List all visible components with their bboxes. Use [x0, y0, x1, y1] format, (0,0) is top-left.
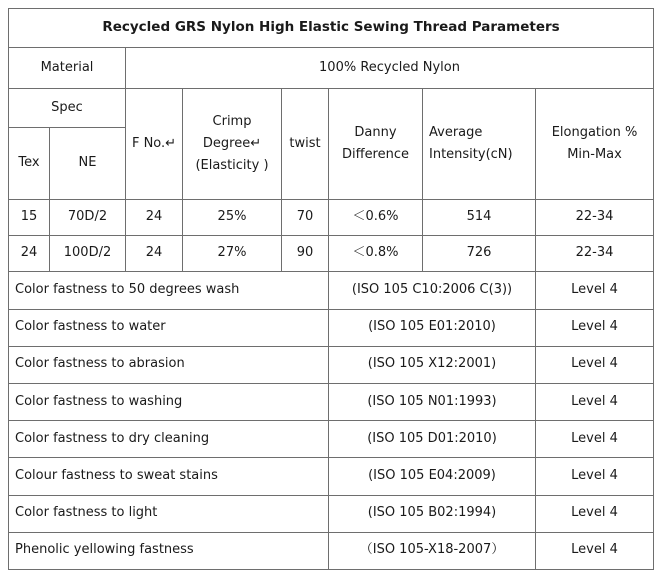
cell-elongation: 22-34	[536, 200, 654, 236]
intensity-header-line1: Average	[429, 124, 483, 140]
f-no-header: F No.↵	[126, 89, 183, 200]
test-level: Level 4	[536, 421, 654, 458]
cell-danny: ＜0.6%	[329, 200, 423, 236]
test-level: Level 4	[536, 532, 654, 569]
test-name: Color fastness to abrasion	[9, 346, 329, 383]
test-level: Level 4	[536, 272, 654, 309]
material-value: 100% Recycled Nylon	[126, 48, 654, 89]
test-row	[9, 272, 654, 309]
test-name: Colour fastness to sweat stains	[9, 458, 329, 495]
test-name: Color fastness to light	[9, 495, 329, 532]
cell-f-no: 24	[126, 236, 183, 272]
crimp-header-line2: Degree↵	[202, 135, 262, 151]
cell-f-no: 24	[126, 200, 183, 236]
test-row	[9, 346, 654, 383]
cell-danny: ＜0.8%	[329, 236, 423, 272]
test-row	[9, 421, 654, 458]
test-name: Color fastness to 50 degrees wash	[9, 272, 329, 309]
elongation-header	[536, 89, 654, 200]
table-row	[9, 200, 654, 236]
test-row	[9, 383, 654, 420]
cell-twist: 90	[282, 236, 329, 272]
tex-header: Tex	[9, 127, 50, 199]
danny-header	[329, 89, 423, 200]
crimp-header-line1: Crimp	[212, 113, 252, 129]
test-row	[9, 309, 654, 346]
test-level: Level 4	[536, 309, 654, 346]
intensity-header-line2: Intensity(cN)	[429, 146, 513, 162]
intensity-header	[423, 89, 536, 200]
material-label: Material	[9, 48, 126, 89]
cell-crimp: 25%	[183, 200, 282, 236]
test-name: Color fastness to water	[9, 309, 329, 346]
test-standard: (ISO 105 X12:2001)	[329, 346, 536, 383]
cell-tex: 24	[9, 236, 50, 272]
cell-ne: 100D/2	[50, 236, 126, 272]
test-standard: (ISO 105 C10:2006 C(3))	[329, 272, 536, 309]
test-row	[9, 458, 654, 495]
cell-intensity: 514	[423, 200, 536, 236]
crimp-header-line3: (Elasticity )	[195, 157, 269, 173]
spec-header: Spec	[9, 89, 126, 127]
test-row	[9, 495, 654, 532]
cell-crimp: 27%	[183, 236, 282, 272]
danny-header-line2: Difference	[341, 146, 410, 162]
table-row	[9, 236, 654, 272]
test-row	[9, 532, 654, 569]
crimp-header	[183, 89, 282, 200]
test-level: Level 4	[536, 383, 654, 420]
test-standard: （ISO 105-X18-2007）	[329, 532, 536, 569]
danny-header-line1: Danny	[354, 124, 397, 140]
test-name: Color fastness to dry cleaning	[9, 421, 329, 458]
test-standard: (ISO 105 D01:2010)	[329, 421, 536, 458]
material-row	[9, 48, 654, 89]
cell-ne: 70D/2	[50, 200, 126, 236]
test-standard: (ISO 105 B02:1994)	[329, 495, 536, 532]
cell-elongation: 22-34	[536, 236, 654, 272]
parameters-table	[8, 8, 654, 570]
cell-intensity: 726	[423, 236, 536, 272]
cell-tex: 15	[9, 200, 50, 236]
twist-header: twist	[282, 89, 329, 200]
elongation-header-line2: Min-Max	[567, 146, 622, 162]
test-name: Phenolic yellowing fastness	[9, 532, 329, 569]
test-standard: (ISO 105 E01:2010)	[329, 309, 536, 346]
header-row-1	[9, 89, 654, 127]
test-standard: (ISO 105 N01:1993)	[329, 383, 536, 420]
elongation-header-line1: Elongation %	[551, 124, 638, 140]
test-name: Color fastness to washing	[9, 383, 329, 420]
ne-header: NE	[50, 127, 126, 199]
test-level: Level 4	[536, 458, 654, 495]
test-level: Level 4	[536, 495, 654, 532]
title-row	[9, 9, 654, 48]
cell-twist: 70	[282, 200, 329, 236]
test-standard: (ISO 105 E04:2009)	[329, 458, 536, 495]
table-title: Recycled GRS Nylon High Elastic Sewing Thread Parameters	[9, 9, 654, 48]
test-level: Level 4	[536, 346, 654, 383]
